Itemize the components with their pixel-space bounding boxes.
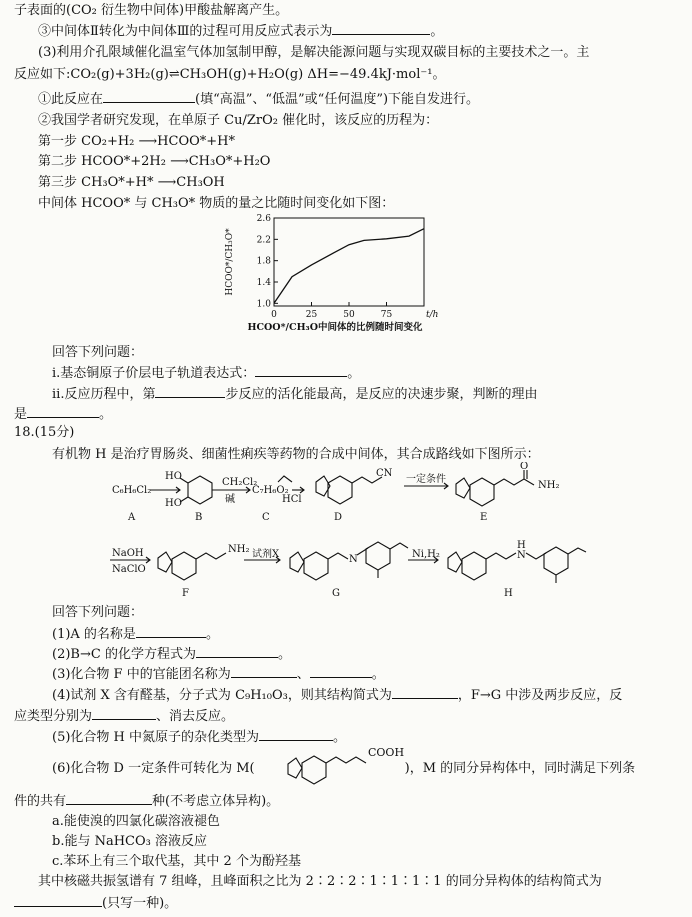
question-18-intro: 有机物 H 是治疗胃肠炎、细菌性痢疾等药物的合成中间体，其合成路线如下图所示： xyxy=(52,447,540,462)
y-axis-label: HCOO*/CH₃O* xyxy=(225,228,235,296)
label-d: D xyxy=(334,512,343,523)
benzene-ring-g xyxy=(304,552,328,580)
y-tick-label: 1.4 xyxy=(256,278,271,288)
text-line: 子表面的(CO₂ 衍生物中间体)甲酸盐解离产生。 xyxy=(14,3,289,18)
compound-c-formula: C₇H₆O₂ xyxy=(252,485,289,496)
y-tick-label: 2.2 xyxy=(256,235,271,246)
x-tick-label: 75 xyxy=(380,310,393,320)
reagent-label: 一定条件 xyxy=(406,474,446,485)
amide-label: NH₂ xyxy=(538,480,560,491)
answer-blank[interactable] xyxy=(66,792,152,805)
step-2: 第二步 HCOO*+2H₂ ⟶CH₃O*+H₂O xyxy=(38,154,271,169)
answer-blank[interactable] xyxy=(392,686,458,699)
plot-frame xyxy=(274,218,424,306)
amine-label: NH₂ xyxy=(228,544,250,555)
y-tick-label: 1.8 xyxy=(256,256,271,267)
answer-blank[interactable] xyxy=(103,90,195,103)
benzene-ring-h xyxy=(462,552,486,580)
answer-blank[interactable] xyxy=(231,665,297,678)
x-tick-label: 25 xyxy=(305,310,318,320)
x-tick-label: 50 xyxy=(343,310,355,320)
reagent-label: 碱 xyxy=(225,494,235,505)
sub-2: (2)B→C 的化学方程式为 。 xyxy=(52,647,291,662)
synthesis-scheme xyxy=(0,462,692,602)
sub-ask: 回答下列问题： xyxy=(52,345,144,360)
question-3: (3)利用介孔限域催化温室气体加氢制甲醇，是解决能源问题与实现双碳目标的主要技术之一。主 xyxy=(38,45,590,60)
y-tick-label: 1.0 xyxy=(256,299,271,310)
reagent-label: 试剂X xyxy=(252,549,280,560)
step-1: 第一步 CO₂+H₂ ⟶HCOO*+H* xyxy=(38,134,235,149)
condition-c: c.苯环上有三个取代基，其中 2 个为酚羟基 xyxy=(52,854,301,869)
question-2-3: ③中间体Ⅱ转化为中间体Ⅲ的过程可用反应式表示为 。 xyxy=(38,24,444,39)
y-tick-label: 2.6 xyxy=(256,214,271,224)
sub-6-cont: 件的共有 种(不考虑立体异构)。 xyxy=(14,794,280,809)
hydroxyl-label: HO xyxy=(165,471,182,482)
condition-a: a.能使溴的四氯化碳溶液褪色 xyxy=(52,814,220,829)
ask-18: 回答下列问题： xyxy=(52,605,144,620)
question-3-2: ②我国学者研究发现，在单原子 Cu/ZrO₂ 催化时，该反应的历程为： xyxy=(38,113,439,128)
dioxole-ring-m xyxy=(288,758,302,778)
reagent-label: CH₂Cl₂ xyxy=(222,477,258,488)
answer-blank[interactable] xyxy=(155,385,225,398)
structure-m xyxy=(280,740,430,788)
nitrile-label: CN xyxy=(376,468,393,479)
benzene-ring-d xyxy=(328,476,352,504)
nmr-condition: 其中核磁共振氢谱有 7 组峰，且峰面积之比为 2∶2∶2∶1∶1∶1∶1 的同分异构体的结构简式为 xyxy=(38,874,602,889)
amine-n-label: N xyxy=(517,550,526,561)
answer-blank[interactable] xyxy=(92,707,156,720)
label-a: A xyxy=(128,512,136,523)
benzene-ring-g2 xyxy=(366,542,390,570)
final-answer-line: (只写一种)。 xyxy=(14,894,682,913)
sub-4-cont: 应类型分别为 、消去反应。 xyxy=(14,709,235,724)
dioxole-ring-f xyxy=(158,552,172,572)
compound-a-formula: C₆H₆Cl₂ xyxy=(112,485,152,496)
question-18-heading: 18.(15分) xyxy=(14,425,75,440)
dioxole-ring-e xyxy=(456,478,470,498)
answer-blank[interactable] xyxy=(310,665,372,678)
chart-intro: 中间体 HCOO* 与 CH₃O* 物质的量之比随时间变化如下图： xyxy=(38,196,395,211)
benzene-ring-f xyxy=(172,552,196,580)
sub-4: (4)试剂 X 含有醛基，分子式为 C₉H₁₀O₃，则其结构简式为 ，F→G 中涉及两步反应，反 xyxy=(52,688,623,703)
ratio-chart xyxy=(218,210,458,338)
label-c: C xyxy=(262,512,270,523)
reagent-label: NaOH xyxy=(112,548,144,559)
ratio-series-line xyxy=(274,229,424,304)
step-3: 第三步 CH₃O*+H* ⟶CH₃OH xyxy=(38,175,225,190)
sub-3: (3)化合物 F 中的官能团名称为 、 。 xyxy=(52,667,385,682)
answer-blank[interactable] xyxy=(27,405,99,418)
x-axis-label: t/h xyxy=(426,310,439,320)
reaction-equation: 反应如下:CO₂(g)+3H₂(g)⇌CH₃OH(g)+H₂O(g) ΔH=−49.4kJ·mol⁻¹。 xyxy=(14,67,446,82)
sub-5: (5)化合物 H 中氮原子的杂化类型为 。 xyxy=(52,730,347,745)
benzene-ring-e xyxy=(470,478,494,506)
answer-blank[interactable] xyxy=(136,625,206,638)
answer-blank[interactable] xyxy=(255,364,347,377)
dioxole-ring-h xyxy=(448,552,462,572)
condition-b: b.能与 NaHCO₃ 溶液反应 xyxy=(52,834,207,849)
imine-label: N xyxy=(349,554,358,565)
label-f: F xyxy=(182,588,189,599)
label-e: E xyxy=(480,512,488,523)
carbonyl-label: O xyxy=(520,462,529,472)
hydroxyl-label: HO xyxy=(165,498,182,509)
benzene-ring-m xyxy=(302,756,326,784)
benzene-ring-b xyxy=(188,476,212,504)
sub-1: (1)A 的名称是 。 xyxy=(52,627,219,642)
sub-6: (6)化合物 D 一定条件可转化为 M( )，M 的同分异构体中，同时满足下列条 xyxy=(52,761,636,776)
question-3-1: ①此反应在 (填“高温”、“低温”或“任何温度”)下能自发进行。 xyxy=(38,92,480,107)
answer-blank[interactable] xyxy=(14,894,102,907)
x-tick-label: 0 xyxy=(271,310,277,320)
amine-h-label: H xyxy=(517,540,526,551)
answer-blank[interactable] xyxy=(196,645,278,658)
carboxyl-label: COOH xyxy=(368,746,405,759)
label-h: H xyxy=(504,588,513,599)
question-ii: ⅱ.反应历程中，第 步反应的活化能最高，是反应的决速步聚，判断的理由 xyxy=(52,387,538,402)
dioxole-ring-g xyxy=(290,552,304,572)
reagent-label: NaClO xyxy=(112,564,146,575)
label-b: B xyxy=(195,512,203,523)
reagent-label: HCl xyxy=(282,494,302,505)
reagent-label: Ni,H₂ xyxy=(412,549,440,560)
question-ii-cont: 是 。 xyxy=(14,407,113,422)
benzene-ring-h2 xyxy=(544,547,568,575)
question-i: ⅰ.基态铜原子价层电子轨道表达式： 。 xyxy=(52,366,361,381)
chart-caption: HCOO*/CH₃O中间体的比例随时间变化 xyxy=(247,322,423,333)
answer-blank[interactable] xyxy=(332,22,430,35)
label-g: G xyxy=(332,588,340,599)
